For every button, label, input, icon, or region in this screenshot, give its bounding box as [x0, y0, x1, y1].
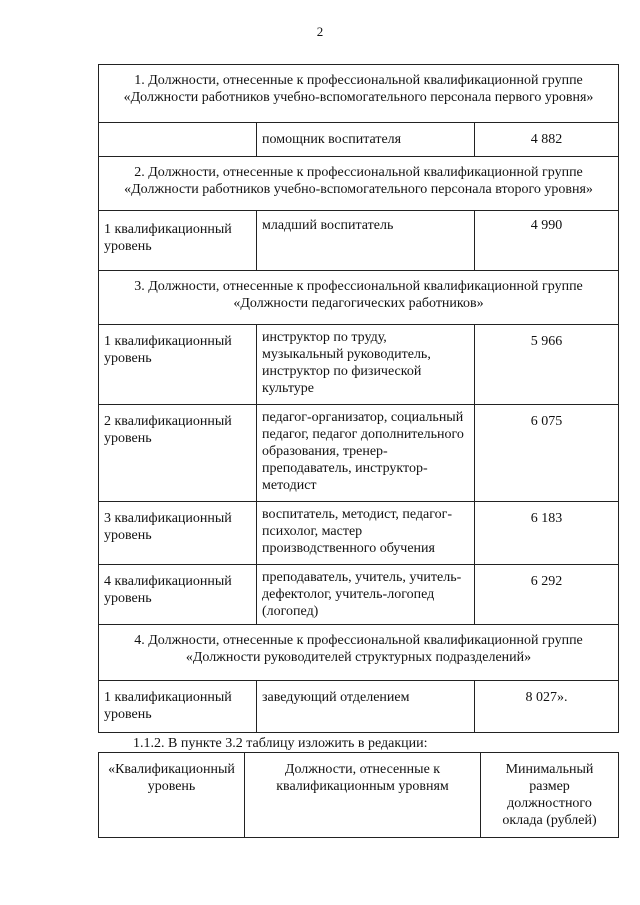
header-row: [99, 753, 619, 838]
group-heading-row: [99, 157, 619, 211]
qualification-level-cell: 1 квалификационный уровень: [99, 681, 257, 733]
table-row: [99, 405, 619, 502]
qualification-level-cell: 3 квалификационный уровень: [99, 502, 257, 565]
clause-text: 1.1.2. В пункте 3.2 таблицу изложить в редакции:: [133, 736, 428, 751]
column-header-salary: Минимальный размер должностного оклада (рублей): [481, 753, 619, 838]
salary-cell: 4 882: [475, 123, 619, 157]
qualification-level-cell: 1 квалификационный уровень: [99, 211, 257, 271]
salary-cell: 4 990: [475, 211, 619, 271]
group-heading: 4. Должности, отнесенные к профессиональной квалификационной группе «Должности руководителей структурных подразделений»: [99, 625, 619, 681]
salary-table: [98, 64, 619, 733]
positions-cell: педагог-организатор, социальный педагог, педагог дополнительного образования, тренер-преподаватель, инструктор-методист: [257, 405, 475, 502]
positions-cell: инструктор по труду, музыкальный руководитель, инструктор по физической культуре: [257, 325, 475, 405]
qualification-table-header: [98, 752, 619, 838]
table-row: [99, 502, 619, 565]
group-heading-row: [99, 625, 619, 681]
positions-cell: заведующий отделением: [257, 681, 475, 733]
salary-cell: 5 966: [475, 325, 619, 405]
table-row: [99, 681, 619, 733]
positions-cell: младший воспитатель: [257, 211, 475, 271]
positions-cell: преподаватель, учитель, учитель-дефектолог, учитель-логопед (логопед): [257, 565, 475, 625]
salary-cell: 6 075: [475, 405, 619, 502]
table-row: [99, 325, 619, 405]
table-row: [99, 211, 619, 271]
qualification-level-cell: 1 квалификационный уровень: [99, 325, 257, 405]
column-header-level: «Квалификационный уровень: [99, 753, 245, 838]
group-heading: 1. Должности, отнесенные к профессиональной квалификационной группе «Должности работников учебно-вспомогательного персонала первого уровня»: [99, 65, 619, 123]
group-heading: 2. Должности, отнесенные к профессиональной квалификационной группе «Должности работников учебно-вспомогательного персонала второго уровня»: [99, 157, 619, 211]
positions-cell: воспитатель, методист, педагог-психолог, мастер производственного обучения: [257, 502, 475, 565]
table-row: [99, 565, 619, 625]
table-row: [99, 123, 619, 157]
salary-cell: 6 292: [475, 565, 619, 625]
qualification-level-cell: 2 квалификационный уровень: [99, 405, 257, 502]
column-header-positions: Должности, отнесенные к квалификационным уровням: [245, 753, 481, 838]
group-heading-row: [99, 65, 619, 123]
group-heading-row: [99, 271, 619, 325]
group-heading: 3. Должности, отнесенные к профессиональной квалификационной группе «Должности педагогических работников»: [99, 271, 619, 325]
qualification-level-cell: [99, 123, 257, 157]
salary-cell: 6 183: [475, 502, 619, 565]
page-number: 2: [316, 24, 324, 39]
salary-cell: 8 027».: [475, 681, 619, 733]
positions-cell: помощник воспитателя: [257, 123, 475, 157]
qualification-level-cell: 4 квалификационный уровень: [99, 565, 257, 625]
